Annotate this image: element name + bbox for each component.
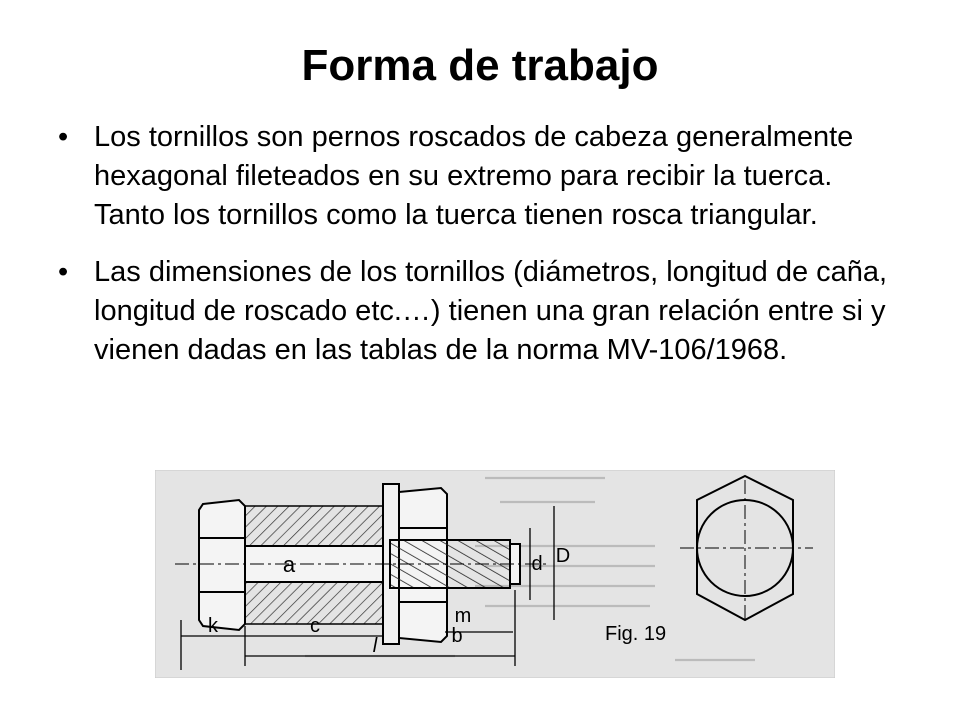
figure-caption: Fig. 19: [605, 623, 667, 645]
bullet-icon: •: [58, 121, 69, 153]
bolt-diagram-figure: [155, 470, 835, 678]
bullet-text: Las dimensiones de los tornillos (diámetros, longitud de caña, longitud de roscado etc.…) tienen una gran relación entre si y vienen dadas en las tablas de la norma MV-106/1968.: [94, 256, 888, 366]
dim-label-m: m: [454, 605, 472, 627]
dim-label-D: D: [555, 545, 571, 567]
bullet-text: Los tornillos son pernos roscados de cabeza generalmente hexagonal fileteados en su extremo para recibir la tuerca. Tanto los tornillos como la tuerca tienen rosca triangular.: [94, 121, 854, 231]
bolt-head: [199, 500, 245, 630]
bullet-icon: •: [58, 256, 69, 288]
dim-label-l: l: [372, 635, 378, 657]
bullet-list: [58, 118, 908, 388]
bullet-item: [58, 253, 908, 370]
slide-title: Forma de trabajo: [301, 41, 659, 90]
dim-label-d: d: [531, 553, 543, 575]
dim-label-a: a: [282, 552, 296, 577]
dim-label-b: b: [451, 625, 463, 647]
dim-label-c: c: [310, 615, 320, 637]
dim-label-k: k: [208, 615, 218, 637]
bullet-item: [58, 118, 908, 235]
